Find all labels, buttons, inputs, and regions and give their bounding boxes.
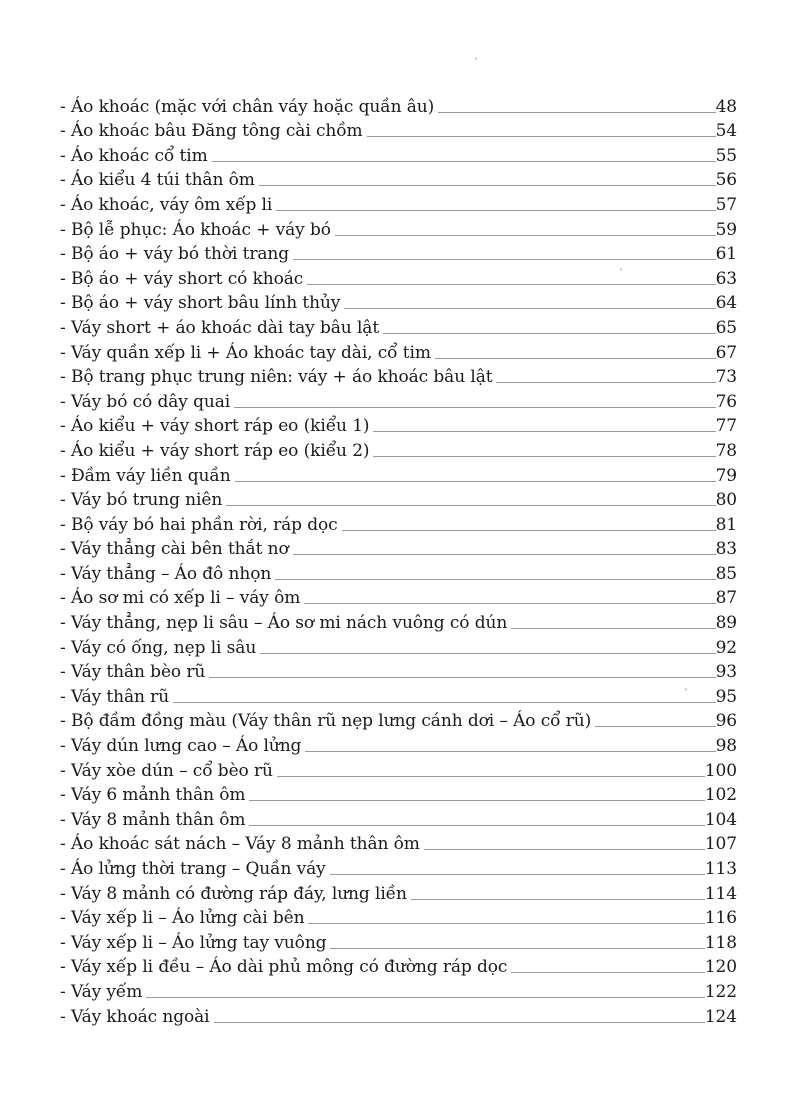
- toc-entry-title: - Áo khoác bâu Đăng tông cài chồm: [60, 121, 363, 142]
- toc-entry-title: - Bộ trang phục trung niên: váy + áo khoác bâu lật: [60, 367, 493, 388]
- dot-leader: [424, 849, 705, 850]
- toc-entry-page-number: 124: [704, 1006, 737, 1027]
- dot-leader: [277, 776, 705, 777]
- toc-entry-title: - Bộ áo + váy short bâu lính thủy: [60, 293, 341, 314]
- toc-entry: [60, 313, 737, 338]
- toc-entry-title: - Váy có ống, nẹp li sâu: [60, 637, 257, 658]
- dot-leader: [373, 431, 715, 432]
- dot-leader: [330, 874, 705, 875]
- toc-entry-page-number: 122: [704, 981, 737, 1002]
- toc-entry-title: - Váy xếp li đều – Áo dài phủ mông có đường ráp dọc: [60, 957, 508, 978]
- toc-entry: [60, 117, 737, 142]
- toc-entry-page-number: 96: [715, 711, 737, 732]
- toc-entry-page-number: 113: [704, 859, 737, 879]
- dot-leader: [373, 456, 715, 457]
- toc-entry-page-number: 48: [715, 96, 737, 117]
- toc-entry-page-number: 118: [704, 932, 737, 953]
- toc-entry: [60, 756, 737, 781]
- toc-entry-title: - Váy quần xếp li + Áo khoác tay dài, cổ tim: [60, 342, 431, 363]
- toc-entry-title: - Áo kiểu 4 túi thân ôm: [60, 170, 255, 191]
- toc-entry-title: - Váy dún lưng cao – Áo lửng: [60, 736, 302, 757]
- dot-leader: [173, 702, 716, 703]
- toc-entry-title: - Váy thân bèo rũ: [60, 662, 206, 683]
- toc-entry-page-number: 120: [704, 957, 737, 978]
- toc-entry-page-number: 87: [715, 588, 737, 609]
- toc-entry-page-number: 85: [715, 563, 737, 584]
- toc-entry: [60, 682, 737, 707]
- toc-entry-title: - Váy bó trung niên: [60, 490, 223, 511]
- toc-entry: [60, 190, 737, 215]
- toc-entry-title: - Bộ đầm đồng màu (Váy thân rũ nẹp lưng cánh dơi – Áo cổ rũ): [60, 711, 592, 732]
- toc-entry: [60, 240, 737, 265]
- toc-entry: [60, 781, 737, 806]
- toc-entry: [60, 805, 737, 830]
- toc-entry-title: - Áo kiểu + váy short ráp eo (kiểu 2): [60, 440, 370, 461]
- toc-entry-page-number: 59: [715, 219, 737, 240]
- dot-leader: [344, 308, 715, 309]
- dot-leader: [304, 603, 715, 604]
- dot-leader: [342, 530, 716, 531]
- toc-entry-page-number: 65: [715, 317, 737, 338]
- toc-entry-page-number: 114: [704, 883, 737, 904]
- toc-entry: [60, 338, 737, 363]
- dot-leader: [249, 800, 704, 801]
- toc-entry-page-number: 57: [715, 194, 737, 215]
- toc-entry: [60, 977, 737, 1002]
- dot-leader: [330, 948, 704, 949]
- toc-entry: [60, 854, 737, 879]
- toc-entry: [60, 436, 737, 461]
- toc-entry-page-number: 83: [715, 539, 737, 560]
- toc-entry-title: - Bộ áo + váy bó thời trang: [60, 244, 290, 265]
- toc-entry-page-number: 92: [715, 637, 737, 658]
- toc-entry-page-number: 54: [715, 121, 737, 142]
- toc-entry: [60, 658, 737, 683]
- toc-entry-title: - Áo kiểu + váy short ráp eo (kiểu 1): [60, 416, 370, 437]
- dot-leader: [293, 554, 716, 555]
- dot-leader: [383, 333, 716, 334]
- dot-leader: [511, 972, 705, 973]
- dot-leader: [214, 1022, 705, 1023]
- toc-entry: [60, 1002, 737, 1027]
- toc-entry-title: - Váy xếp li – Áo lửng tay vuông: [60, 932, 327, 953]
- toc-entry: [60, 412, 737, 437]
- toc-entry-title: - Váy thẳng – Áo đô nhọn: [60, 563, 272, 584]
- dot-leader: [260, 653, 715, 654]
- dot-leader: [146, 997, 705, 998]
- toc-entry: [60, 264, 737, 289]
- toc-entry-title: - Bộ lễ phục: Áo khoác + váy bó: [60, 219, 331, 240]
- toc-entry: [60, 535, 737, 560]
- toc-entry: [60, 215, 737, 240]
- dot-leader: [367, 136, 716, 137]
- toc-entry-page-number: 89: [715, 613, 737, 634]
- table-of-contents: [60, 92, 737, 1027]
- dot-leader: [305, 751, 715, 752]
- toc-entry-title: - Bộ váy bó hai phần rời, ráp dọc: [60, 514, 338, 535]
- toc-entry-page-number: 63: [715, 268, 737, 289]
- toc-entry-title: - Váy xòe dún – cổ bèo rũ: [60, 760, 273, 781]
- dot-leader: [438, 112, 715, 113]
- dot-leader: [595, 726, 715, 727]
- toc-entry-page-number: 98: [715, 736, 737, 757]
- dot-leader: [235, 481, 716, 482]
- toc-entry-page-number: 93: [715, 662, 737, 683]
- toc-entry: [60, 830, 737, 855]
- toc-entry-title: - Váy 8 mảnh thân ôm: [60, 809, 246, 830]
- toc-entry-page-number: 55: [715, 145, 737, 166]
- toc-entry-page-number: 73: [715, 367, 737, 388]
- dot-leader: [259, 185, 716, 186]
- toc-entry-page-number: 61: [715, 244, 737, 265]
- toc-entry-page-number: 77: [715, 416, 737, 437]
- toc-entry-title: - Áo khoác cổ tim: [60, 145, 208, 166]
- dot-leader: [307, 284, 715, 285]
- toc-entry: [60, 510, 737, 535]
- dot-leader: [234, 407, 715, 408]
- toc-entry: [60, 879, 737, 904]
- toc-entry-page-number: 56: [715, 170, 737, 191]
- toc-entry-title: - Áo sơ mi có xếp li – váy ôm: [60, 588, 301, 609]
- toc-entry: [60, 904, 737, 929]
- toc-entry: [60, 289, 737, 314]
- toc-entry-title: - Áo khoác, váy ôm xếp li: [60, 194, 273, 215]
- toc-entry: [60, 559, 737, 584]
- dot-leader: [335, 235, 716, 236]
- dot-leader: [276, 210, 715, 211]
- dot-leader: [249, 825, 704, 826]
- dot-leader: [496, 382, 715, 383]
- toc-entry-page-number: 67: [715, 342, 737, 363]
- toc-entry: [60, 486, 737, 511]
- toc-entry-page-number: 81: [715, 514, 737, 535]
- toc-entry: [60, 584, 737, 609]
- toc-entry: [60, 731, 737, 756]
- toc-entry-title: - Bộ áo + váy short có khoác: [60, 268, 304, 289]
- toc-entry: [60, 633, 737, 658]
- toc-entry: [60, 608, 737, 633]
- toc-entry-page-number: 78: [715, 440, 737, 461]
- toc-entry-title: - Váy thẳng cài bên thắt nơ: [60, 539, 289, 560]
- toc-entry: [60, 461, 737, 486]
- dot-leader: [411, 899, 705, 900]
- toc-entry-page-number: 64: [715, 293, 737, 314]
- toc-entry-title: - Váy thẳng, nẹp li sâu – Áo sơ mi nách vuông có dún: [60, 613, 508, 634]
- dot-leader: [308, 923, 704, 924]
- toc-entry: [60, 92, 737, 117]
- toc-entry-page-number: 116: [704, 908, 737, 929]
- toc-entry-page-number: 76: [715, 391, 737, 412]
- toc-entry-title: - Áo khoác (mặc với chân váy hoặc quần âu): [60, 96, 435, 117]
- toc-entry: [60, 363, 737, 388]
- dot-leader: [226, 505, 715, 506]
- scan-speck: [475, 57, 477, 60]
- toc-entry-title: - Váy khoác ngoài: [60, 1006, 210, 1027]
- toc-entry-page-number: 95: [715, 686, 737, 707]
- toc-entry-page-number: 102: [704, 785, 737, 806]
- toc-entry-page-number: 100: [704, 760, 737, 781]
- dot-leader: [275, 579, 715, 580]
- toc-entry-page-number: 104: [704, 809, 737, 830]
- toc-entry-title: - Váy xếp li – Áo lửng cài bên: [60, 908, 305, 929]
- toc-entry: [60, 166, 737, 191]
- dot-leader: [212, 161, 716, 162]
- dot-leader: [511, 628, 715, 629]
- toc-entry: [60, 953, 737, 978]
- toc-entry-title: - Váy yếm: [60, 981, 143, 1002]
- toc-entry-title: - Váy 6 mảnh thân ôm: [60, 785, 246, 806]
- toc-entry-title: - Áo khoác sát nách – Váy 8 mảnh thân ôm: [60, 834, 420, 855]
- toc-entry-title: - Váy 8 mảnh có đường ráp đáy, lưng liền: [60, 883, 407, 904]
- toc-entry-title: - Áo lửng thời trang – Quần váy: [60, 859, 326, 879]
- toc-entry-page-number: 107: [704, 834, 737, 855]
- toc-entry: [60, 707, 737, 732]
- toc-entry-page-number: 79: [715, 465, 737, 486]
- toc-entry: [60, 387, 737, 412]
- toc-entry-title: - Đầm váy liền quần: [60, 465, 231, 486]
- toc-entry-title: - Váy bó có dây quai: [60, 391, 231, 412]
- toc-entry-title: - Váy short + áo khoác dài tay bâu lật: [60, 317, 380, 338]
- toc-entry-page-number: 80: [715, 490, 737, 511]
- dot-leader: [293, 259, 716, 260]
- toc-entry-title: - Váy thân rũ: [60, 686, 170, 707]
- dot-leader: [435, 358, 716, 359]
- dot-leader: [209, 677, 715, 678]
- toc-entry: [60, 141, 737, 166]
- toc-entry: [60, 928, 737, 953]
